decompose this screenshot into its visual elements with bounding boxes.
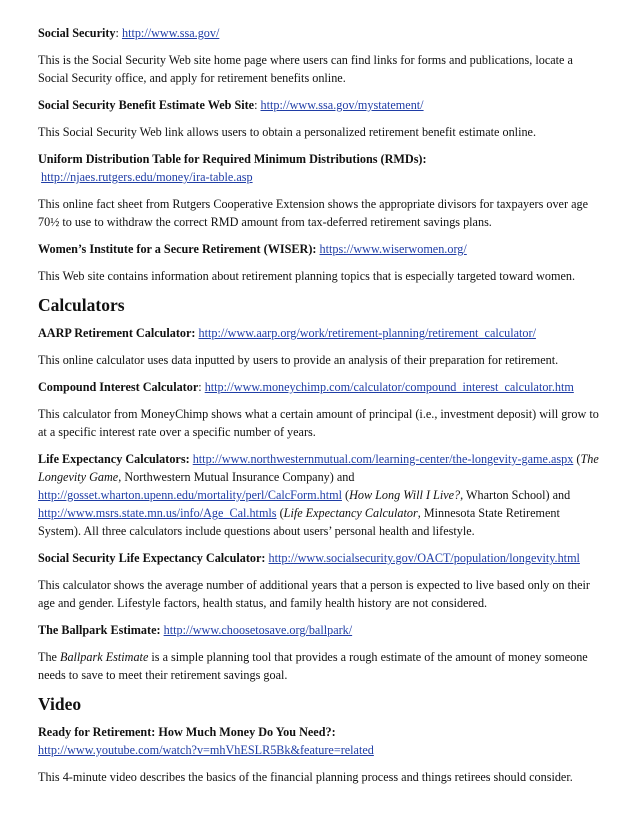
aarp-description: This online calculator uses data inputted by users to provide an analysis of their preparation for retirement.	[38, 353, 559, 367]
ssa-estimate-description: This Social Security Web link allows users to obtain a personalized retirement benefit estimate online.	[38, 125, 537, 139]
wharton-link[interactable]: http://gosset.wharton.upenn.edu/mortality/perl/CalcForm.html	[38, 488, 342, 502]
video-link[interactable]: http://www.youtube.com/watch?v=mhVhESLR5Bk&feature=related	[38, 743, 374, 757]
ssa-entry: Social Security: http://www.ssa.gov/	[38, 26, 220, 40]
compound-entry: Compound Interest Calculator: http://www.moneychimp.com/calculator/compound_interest_calculator.htm	[38, 380, 574, 394]
compound-description: This calculator from MoneyChimp shows what a certain amount of principal (i.e., investment deposit) will grow to at a specific interest rate over a specific number of years.	[38, 407, 599, 439]
rmd-link[interactable]: http://njaes.rutgers.edu/money/ira-table.asp	[41, 170, 253, 184]
video-description: This 4-minute video describes the basics of the financial planning process and things retirees should consider.	[38, 770, 573, 784]
entry-title: Life Expectancy Calculators:	[38, 452, 190, 466]
video-heading: Video	[38, 694, 82, 714]
ballpark-link[interactable]: http://www.choosetosave.org/ballpark/	[163, 623, 353, 637]
ballpark-description: The Ballpark Estimate is a simple planning tool that provides a rough estimate of the amount of money someone needs to save to meet their retirement savings goal.	[38, 650, 588, 682]
document-page	[38, 24, 603, 795]
msrs-link[interactable]: http://www.msrs.state.mn.us/info/Age_Cal.htmls	[38, 506, 277, 520]
compound-link[interactable]: http://www.moneychimp.com/calculator/compound_interest_calculator.htm	[204, 380, 574, 394]
ballpark-entry	[38, 621, 603, 639]
longevity-game-link[interactable]: http://www.northwesternmutual.com/learning-center/the-longevity-game.aspx	[192, 452, 574, 466]
ssa-description: This is the Social Security Web site home page where users can find links for forms and publications, locate a Social Security office, and apply for retirement benefits online.	[38, 53, 573, 85]
entry-title: Social Security	[38, 26, 116, 40]
wiser-entry	[38, 240, 603, 258]
entry-title: Women’s Institute for a Secure Retirement (WISER):	[38, 242, 317, 256]
aarp-link[interactable]: http://www.aarp.org/work/retirement-planning/retirement_calculator/	[198, 326, 536, 340]
ssa-estimate-entry: Social Security Benefit Estimate Web Site: http://www.ssa.gov/mystatement/	[38, 98, 424, 112]
life-entry: Life Expectancy Calculators: http://www.northwesternmutual.com/learning-center/the-longevity-game.aspx (The Longevity Game, Northwestern Mutual Insurance Company) and http://gosset.wharton.upenn.edu/mortality/perl/CalcForm.html (How Long Will I Live?, Wharton School) and http://www.msrs.state.mn.us/info/Age_Cal.htmls (Life Expectancy Calculator, Minnesota State Retirement System). All three calculators include questions about users’ personal health and lifestyle.	[38, 452, 599, 538]
entry-title: Ready for Retirement: How Much Money Do You Need?:	[38, 725, 336, 739]
wiser-link[interactable]: https://www.wiserwomen.org/	[319, 242, 467, 256]
entry-title: Compound Interest Calculator	[38, 380, 199, 394]
ss-life-link[interactable]: http://www.socialsecurity.gov/OACT/population/longevity.html	[268, 551, 580, 565]
entry-title: Social Security Life Expectancy Calculator:	[38, 551, 266, 565]
aarp-entry	[38, 324, 603, 342]
video-entry	[38, 723, 603, 759]
entry-title: AARP Retirement Calculator:	[38, 326, 196, 340]
ssa-link[interactable]: http://www.ssa.gov/	[121, 26, 220, 40]
ssa-estimate-link[interactable]: http://www.ssa.gov/mystatement/	[260, 98, 424, 112]
entry-title: Social Security Benefit Estimate Web Site	[38, 98, 255, 112]
entry-title: The Ballpark Estimate:	[38, 623, 161, 637]
ss-life-entry	[38, 549, 603, 567]
rmd-entry	[38, 150, 603, 186]
calculators-heading: Calculators	[38, 295, 125, 315]
entry-title: Uniform Distribution Table for Required Minimum Distributions (RMDs):	[38, 152, 427, 166]
rmd-description: This online fact sheet from Rutgers Cooperative Extension shows the appropriate divisors for taxpayers over age 70½ to use to withdraw the correct RMD amount from tax-deferred retirement savings plans.	[38, 197, 588, 229]
ss-life-description: This calculator shows the average number of additional years that a person is expected to live based only on their age and gender. Lifestyle factors, health status, and family health history are not considered.	[38, 578, 590, 610]
wiser-description: This Web site contains information about retirement planning topics that is especially targeted toward women.	[38, 269, 576, 283]
